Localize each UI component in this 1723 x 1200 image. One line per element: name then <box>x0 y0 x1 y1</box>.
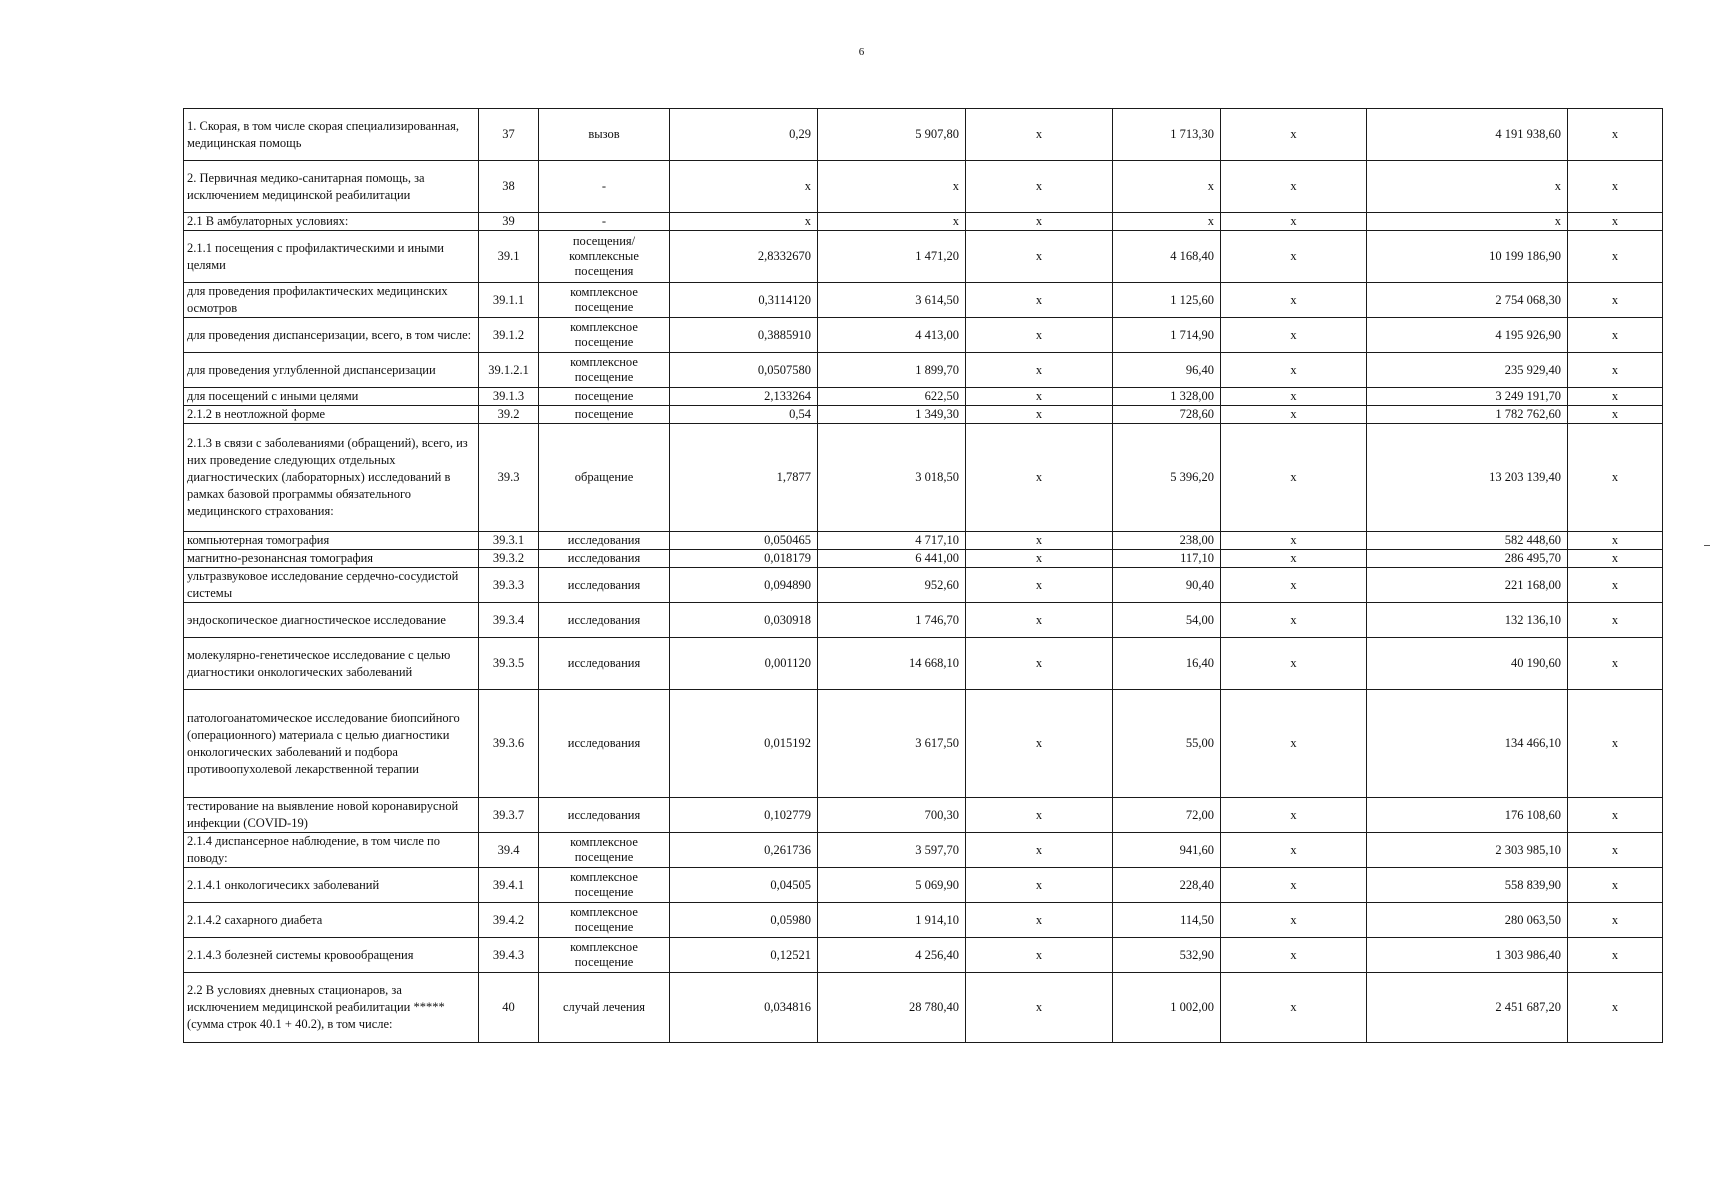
row-unit: исследования <box>539 568 670 603</box>
row-name: 2.1.4.1 онкологичесикх заболеваний <box>184 868 479 903</box>
row-total: x <box>1367 161 1568 213</box>
row-col3: x <box>966 798 1113 833</box>
row-cost: 3 597,70 <box>818 833 966 868</box>
row-per-capita: 90,40 <box>1113 568 1221 603</box>
row-col7: x <box>1568 973 1663 1043</box>
row-name: эндоскопическое диагностическое исследование <box>184 603 479 638</box>
row-norm: 0,05980 <box>670 903 818 938</box>
row-col7: x <box>1568 231 1663 283</box>
data-table <box>183 108 1663 1043</box>
row-per-capita: 1 713,30 <box>1113 109 1221 161</box>
row-col5: x <box>1221 638 1367 690</box>
table-row <box>184 109 1663 161</box>
row-total: 4 195 926,90 <box>1367 318 1568 353</box>
table-row <box>184 550 1663 568</box>
row-col7: x <box>1568 213 1663 231</box>
row-code: 39.4 <box>479 833 539 868</box>
row-name: для проведения углубленной диспансеризации <box>184 353 479 388</box>
row-per-capita: 1 714,90 <box>1113 318 1221 353</box>
row-col7: x <box>1568 318 1663 353</box>
table-row <box>184 603 1663 638</box>
row-col3: x <box>966 532 1113 550</box>
row-col5: x <box>1221 109 1367 161</box>
table-row <box>184 283 1663 318</box>
row-norm: 0,015192 <box>670 690 818 798</box>
row-name: для проведения профилактических медицинских осмотров <box>184 283 479 318</box>
row-per-capita: 4 168,40 <box>1113 231 1221 283</box>
row-col7: x <box>1568 406 1663 424</box>
table-row <box>184 406 1663 424</box>
row-col7: x <box>1568 798 1663 833</box>
row-col5: x <box>1221 406 1367 424</box>
row-per-capita: x <box>1113 213 1221 231</box>
row-cost: 4 256,40 <box>818 938 966 973</box>
row-per-capita: 16,40 <box>1113 638 1221 690</box>
row-per-capita: 1 002,00 <box>1113 973 1221 1043</box>
row-per-capita: 54,00 <box>1113 603 1221 638</box>
row-total: 132 136,10 <box>1367 603 1568 638</box>
row-col7: x <box>1568 690 1663 798</box>
row-unit: исследования <box>539 690 670 798</box>
row-total: 13 203 139,40 <box>1367 424 1568 532</box>
row-col7: x <box>1568 388 1663 406</box>
table-row <box>184 690 1663 798</box>
row-norm: 1,7877 <box>670 424 818 532</box>
table-row <box>184 213 1663 231</box>
row-cost: 4 717,10 <box>818 532 966 550</box>
table-row <box>184 568 1663 603</box>
row-norm: 2,8332670 <box>670 231 818 283</box>
row-unit: исследования <box>539 798 670 833</box>
row-col5: x <box>1221 903 1367 938</box>
row-col7: x <box>1568 161 1663 213</box>
row-code: 39.3.4 <box>479 603 539 638</box>
table-row <box>184 833 1663 868</box>
row-col7: x <box>1568 603 1663 638</box>
row-col7: x <box>1568 903 1663 938</box>
row-col5: x <box>1221 283 1367 318</box>
row-unit: посещение <box>539 406 670 424</box>
row-cost: 28 780,40 <box>818 973 966 1043</box>
row-unit: исследования <box>539 638 670 690</box>
row-unit: исследования <box>539 550 670 568</box>
row-cost: 3 614,50 <box>818 283 966 318</box>
row-code: 39.2 <box>479 406 539 424</box>
row-cost: 1 914,10 <box>818 903 966 938</box>
row-cost: x <box>818 213 966 231</box>
table-row <box>184 388 1663 406</box>
row-cost: 1 899,70 <box>818 353 966 388</box>
row-cost: 1 349,30 <box>818 406 966 424</box>
row-name: 2.2 В условиях дневных стационаров, за исключением медицинской реабилитации ***** (сумма строк 40.1 + 40.2), в том числе: <box>184 973 479 1043</box>
row-total: 1 303 986,40 <box>1367 938 1568 973</box>
table-row <box>184 638 1663 690</box>
row-norm: 0,0507580 <box>670 353 818 388</box>
row-norm: 0,54 <box>670 406 818 424</box>
row-unit: комплексное посещение <box>539 833 670 868</box>
row-col7: x <box>1568 283 1663 318</box>
row-code: 39.3.3 <box>479 568 539 603</box>
row-col3: x <box>966 213 1113 231</box>
row-col3: x <box>966 868 1113 903</box>
row-norm: 2,133264 <box>670 388 818 406</box>
row-col7: x <box>1568 568 1663 603</box>
row-unit: комплексное посещение <box>539 938 670 973</box>
row-name: 2.1.4.3 болезней системы кровообращения <box>184 938 479 973</box>
row-col3: x <box>966 938 1113 973</box>
row-code: 39.4.1 <box>479 868 539 903</box>
row-norm: 0,030918 <box>670 603 818 638</box>
row-name: 2.1.1 посещения с профилактическими и иными целями <box>184 231 479 283</box>
row-code: 40 <box>479 973 539 1043</box>
row-code: 38 <box>479 161 539 213</box>
row-cost: 1 746,70 <box>818 603 966 638</box>
row-name: тестирование на выявление новой коронавирусной инфекции (COVID-19) <box>184 798 479 833</box>
row-col3: x <box>966 638 1113 690</box>
row-name: 2.1 В амбулаторных условиях: <box>184 213 479 231</box>
table-row <box>184 161 1663 213</box>
row-name: компьютерная томография <box>184 532 479 550</box>
row-total: 4 191 938,60 <box>1367 109 1568 161</box>
row-col5: x <box>1221 868 1367 903</box>
row-col3: x <box>966 568 1113 603</box>
row-code: 39.3.1 <box>479 532 539 550</box>
row-total: 2 754 068,30 <box>1367 283 1568 318</box>
row-norm: 0,261736 <box>670 833 818 868</box>
row-code: 39 <box>479 213 539 231</box>
row-unit: вызов <box>539 109 670 161</box>
row-total: 1 782 762,60 <box>1367 406 1568 424</box>
row-name: молекулярно-генетическое исследование с целью диагностики онкологических заболеваний <box>184 638 479 690</box>
row-unit: исследования <box>539 532 670 550</box>
row-total: 2 451 687,20 <box>1367 973 1568 1043</box>
row-per-capita: 728,60 <box>1113 406 1221 424</box>
row-norm: 0,29 <box>670 109 818 161</box>
row-col5: x <box>1221 690 1367 798</box>
row-col5: x <box>1221 318 1367 353</box>
table-row <box>184 903 1663 938</box>
row-col7: x <box>1568 868 1663 903</box>
row-per-capita: 117,10 <box>1113 550 1221 568</box>
row-col5: x <box>1221 568 1367 603</box>
row-col5: x <box>1221 161 1367 213</box>
row-unit: комплексное посещение <box>539 353 670 388</box>
row-per-capita: 55,00 <box>1113 690 1221 798</box>
row-unit: комплексное посещение <box>539 318 670 353</box>
row-code: 39.1.2 <box>479 318 539 353</box>
row-cost: 3 018,50 <box>818 424 966 532</box>
table-row <box>184 231 1663 283</box>
row-norm: x <box>670 161 818 213</box>
row-col5: x <box>1221 532 1367 550</box>
row-name: для проведения диспансеризации, всего, в том числе: <box>184 318 479 353</box>
row-cost: 6 441,00 <box>818 550 966 568</box>
row-cost: 622,50 <box>818 388 966 406</box>
row-per-capita: 5 396,20 <box>1113 424 1221 532</box>
row-code: 39.3.7 <box>479 798 539 833</box>
row-per-capita: 1 125,60 <box>1113 283 1221 318</box>
row-per-capita: 72,00 <box>1113 798 1221 833</box>
row-norm: 0,018179 <box>670 550 818 568</box>
row-col5: x <box>1221 424 1367 532</box>
row-code: 39.1 <box>479 231 539 283</box>
row-col7: x <box>1568 353 1663 388</box>
row-cost: 3 617,50 <box>818 690 966 798</box>
row-col5: x <box>1221 938 1367 973</box>
row-name: магнитно-резонансная томография <box>184 550 479 568</box>
row-total: 582 448,60 <box>1367 532 1568 550</box>
row-code: 37 <box>479 109 539 161</box>
row-per-capita: 532,90 <box>1113 938 1221 973</box>
row-total: 176 108,60 <box>1367 798 1568 833</box>
row-name: 2.1.3 в связи с заболеваниями (обращений), всего, из них проведение следующих отдельных диагностических (лабораторных) исследований в рамках базовой программы обязательного медицинского страхования: <box>184 424 479 532</box>
row-col7: x <box>1568 638 1663 690</box>
row-col7: x <box>1568 833 1663 868</box>
row-cost: 14 668,10 <box>818 638 966 690</box>
row-col7: x <box>1568 532 1663 550</box>
row-col3: x <box>966 406 1113 424</box>
row-col5: x <box>1221 833 1367 868</box>
table-row <box>184 318 1663 353</box>
row-cost: 4 413,00 <box>818 318 966 353</box>
row-total: 3 249 191,70 <box>1367 388 1568 406</box>
row-name: 2.1.4.2 сахарного диабета <box>184 903 479 938</box>
row-per-capita: x <box>1113 161 1221 213</box>
row-unit: случай лечения <box>539 973 670 1043</box>
row-unit: исследования <box>539 603 670 638</box>
table-row <box>184 532 1663 550</box>
row-col3: x <box>966 283 1113 318</box>
margin-mark <box>1704 545 1710 546</box>
row-total: 235 929,40 <box>1367 353 1568 388</box>
row-unit: - <box>539 213 670 231</box>
row-name: 2. Первичная медико-санитарная помощь, за исключением медицинской реабилитации <box>184 161 479 213</box>
row-total: 280 063,50 <box>1367 903 1568 938</box>
row-unit: комплексное посещение <box>539 283 670 318</box>
row-name: 2.1.4 диспансерное наблюдение, в том числе по поводу: <box>184 833 479 868</box>
row-col5: x <box>1221 213 1367 231</box>
row-unit: обращение <box>539 424 670 532</box>
row-total: 10 199 186,90 <box>1367 231 1568 283</box>
row-code: 39.3.5 <box>479 638 539 690</box>
row-name: 2.1.2 в неотложной форме <box>184 406 479 424</box>
table-row <box>184 353 1663 388</box>
row-col3: x <box>966 388 1113 406</box>
row-total: 134 466,10 <box>1367 690 1568 798</box>
row-norm: 0,3885910 <box>670 318 818 353</box>
row-cost: 5 907,80 <box>818 109 966 161</box>
row-unit: посещение <box>539 388 670 406</box>
row-norm: 0,050465 <box>670 532 818 550</box>
row-col3: x <box>966 973 1113 1043</box>
row-col3: x <box>966 353 1113 388</box>
row-name: 1. Скорая, в том числе скорая специализированная, медицинская помощь <box>184 109 479 161</box>
row-code: 39.1.1 <box>479 283 539 318</box>
row-norm: 0,102779 <box>670 798 818 833</box>
row-col3: x <box>966 833 1113 868</box>
row-norm: 0,001120 <box>670 638 818 690</box>
row-total: 221 168,00 <box>1367 568 1568 603</box>
row-col5: x <box>1221 353 1367 388</box>
row-per-capita: 1 328,00 <box>1113 388 1221 406</box>
row-cost: 5 069,90 <box>818 868 966 903</box>
row-per-capita: 114,50 <box>1113 903 1221 938</box>
row-col5: x <box>1221 973 1367 1043</box>
row-col7: x <box>1568 109 1663 161</box>
row-col3: x <box>966 424 1113 532</box>
row-cost: 700,30 <box>818 798 966 833</box>
row-col3: x <box>966 550 1113 568</box>
row-norm: x <box>670 213 818 231</box>
row-norm: 0,3114120 <box>670 283 818 318</box>
table-row <box>184 798 1663 833</box>
row-norm: 0,094890 <box>670 568 818 603</box>
row-col5: x <box>1221 231 1367 283</box>
row-unit: - <box>539 161 670 213</box>
row-col5: x <box>1221 388 1367 406</box>
row-name: для посещений с иными целями <box>184 388 479 406</box>
row-col3: x <box>966 109 1113 161</box>
row-cost: 1 471,20 <box>818 231 966 283</box>
row-cost: 952,60 <box>818 568 966 603</box>
row-code: 39.1.3 <box>479 388 539 406</box>
row-code: 39.4.3 <box>479 938 539 973</box>
row-per-capita: 228,40 <box>1113 868 1221 903</box>
row-code: 39.3.6 <box>479 690 539 798</box>
row-col3: x <box>966 231 1113 283</box>
row-total: 558 839,90 <box>1367 868 1568 903</box>
row-name: ультразвуковое исследование сердечно-сосудистой системы <box>184 568 479 603</box>
row-unit: комплексное посещение <box>539 868 670 903</box>
row-norm: 0,034816 <box>670 973 818 1043</box>
table-row <box>184 868 1663 903</box>
row-norm: 0,12521 <box>670 938 818 973</box>
row-total: 286 495,70 <box>1367 550 1568 568</box>
row-col3: x <box>966 903 1113 938</box>
row-name: патологоанатомическое исследование биопсийного (операционного) материала с целью диагностики онкологических заболеваний и подбора противоопухолевой лекарственной терапии <box>184 690 479 798</box>
row-total: 40 190,60 <box>1367 638 1568 690</box>
row-col3: x <box>966 690 1113 798</box>
row-code: 39.4.2 <box>479 903 539 938</box>
row-col7: x <box>1568 938 1663 973</box>
row-col3: x <box>966 161 1113 213</box>
row-col5: x <box>1221 603 1367 638</box>
row-per-capita: 238,00 <box>1113 532 1221 550</box>
row-norm: 0,04505 <box>670 868 818 903</box>
row-per-capita: 941,60 <box>1113 833 1221 868</box>
row-total: 2 303 985,10 <box>1367 833 1568 868</box>
row-col5: x <box>1221 550 1367 568</box>
table-row <box>184 938 1663 973</box>
table-row <box>184 973 1663 1043</box>
row-per-capita: 96,40 <box>1113 353 1221 388</box>
row-col7: x <box>1568 550 1663 568</box>
row-total: x <box>1367 213 1568 231</box>
table-row <box>184 424 1663 532</box>
table-wrapper <box>183 108 1663 1043</box>
row-col3: x <box>966 603 1113 638</box>
row-col7: x <box>1568 424 1663 532</box>
row-code: 39.1.2.1 <box>479 353 539 388</box>
page-number: 6 <box>858 46 865 58</box>
row-unit: посещения/комплексные посещения <box>539 231 670 283</box>
row-col3: x <box>966 318 1113 353</box>
row-code: 39.3 <box>479 424 539 532</box>
row-unit: комплексное посещение <box>539 903 670 938</box>
row-cost: x <box>818 161 966 213</box>
table-body <box>184 109 1663 1043</box>
row-code: 39.3.2 <box>479 550 539 568</box>
row-col5: x <box>1221 798 1367 833</box>
